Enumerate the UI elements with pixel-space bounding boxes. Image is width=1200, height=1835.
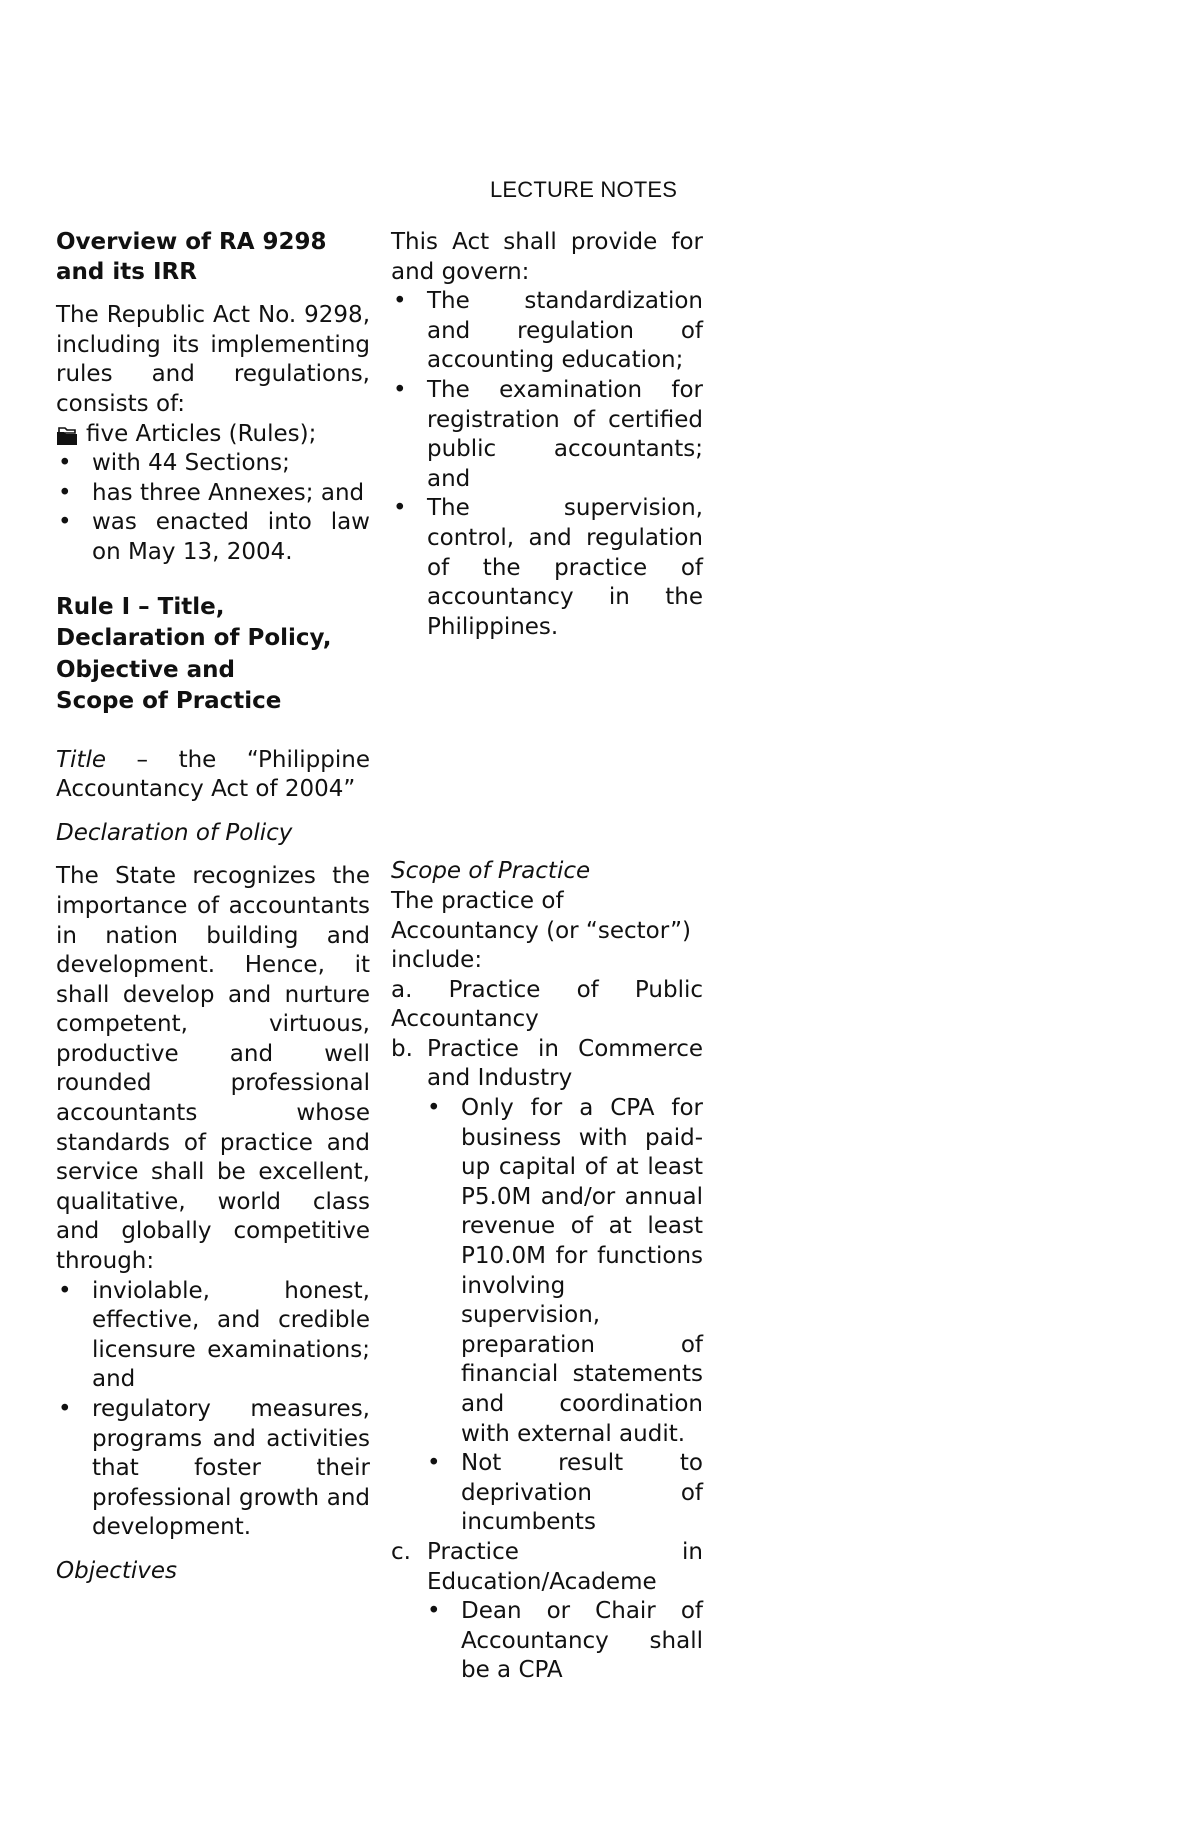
declaration-label: Declaration of Policy	[56, 819, 293, 846]
rule-heading: Rule I – Title, Declaration of Policy, Objective and Scope of Practice	[56, 593, 332, 715]
list-item: • Only for a CPA for business with paid-up capital of at least P5.0M and/or annual revenue of at least P10.0M for functions involving supervision, preparation of financial statements and coordination with external audit.	[427, 1095, 703, 1447]
declaration-text: The State recognizes the importance of accountants in nation building and development. Hence, it shall develop and nurture competent, virtuous, productive and well rounded professional accountants whose standards of practice and service shall be excellent, qualitative, world class and globally competitive through:	[56, 863, 370, 1275]
scope-item-b	[391, 1035, 703, 1094]
bullet-icon: •	[427, 1598, 441, 1625]
scope-list	[391, 976, 703, 1094]
bullet-icon: •	[393, 495, 407, 522]
bullet-icon: •	[58, 1277, 72, 1304]
bullet-icon: •	[58, 1396, 72, 1422]
overview-bullet-list	[56, 449, 370, 567]
list-item: • Not result to deprivation of incumbents	[427, 1450, 703, 1536]
right-column	[391, 228, 703, 1686]
scope-c-bullet-list	[426, 1597, 703, 1686]
title-text: – the “Philippine Accountancy Act of 2004”	[56, 746, 370, 803]
intro-text: This Act shall provide for and govern:	[391, 229, 703, 285]
overview-heading-line2: and its IRR	[56, 258, 197, 285]
overview-icon-item-text: five Articles (Rules);	[86, 420, 317, 447]
scope-item-a	[391, 976, 703, 1035]
declaration-bullet-list	[56, 1277, 370, 1543]
list-item: • with 44 Sections;	[56, 449, 370, 479]
bullet-icon: •	[393, 376, 407, 403]
scope-list-continued	[391, 1538, 703, 1597]
title-label: Title	[56, 746, 106, 773]
list-item: • was enacted into law on May 13, 2004.	[58, 509, 370, 565]
list-item: • The standardization and regulation of accounting education;	[393, 288, 703, 374]
overview-heading	[56, 228, 370, 287]
list-item: • inviolable, honest, effective, and credible licensure examinations; and	[58, 1277, 370, 1393]
list-item: • The supervision, control, and regulation of the practice of accountancy in the Philippines.	[393, 495, 703, 640]
overview-text: The Republic Act No. 9298, including its implementing rules and regulations, consists of:	[56, 302, 370, 417]
intro-bullet-list	[391, 287, 703, 642]
bullet-icon: •	[427, 1450, 441, 1477]
list-item: • Dean or Chair of Accountancy shall be a CPA	[427, 1598, 703, 1684]
title-paragraph	[56, 746, 370, 805]
bullet-icon: •	[58, 509, 72, 536]
scope-item-text: Practice in Education/Academe	[427, 1538, 703, 1595]
bullet-icon: •	[427, 1095, 441, 1122]
scope-item-c	[391, 1538, 703, 1597]
bullet-icon: •	[58, 450, 72, 477]
objectives-label: Objectives	[56, 1557, 178, 1584]
bullet-icon: •	[58, 479, 72, 506]
scope-item-marker: b.	[391, 1035, 413, 1062]
scope-text: The practice of Accountancy (or “sector”) include:	[391, 887, 692, 974]
list-item: • The examination for registration of certified public accountants; and	[393, 376, 703, 492]
scope-item-marker: c.	[391, 1538, 411, 1565]
list-item: • has three Annexes; and	[56, 479, 370, 509]
left-column	[56, 228, 370, 1587]
overview-heading-line1: Overview of RA 9298	[56, 229, 327, 255]
bullet-icon: •	[393, 288, 407, 315]
scope-item-text: Practice of Public Accountancy	[391, 976, 704, 1033]
overview-icon-item	[56, 420, 370, 450]
scope-item-marker: a.	[391, 976, 413, 1003]
list-item: • regulatory measures, programs and activities that foster their professional growth and development.	[58, 1396, 370, 1541]
scope-item-text: Practice in Commerce and Industry	[427, 1035, 703, 1092]
scope-label: Scope of Practice	[391, 858, 591, 885]
page-header: LECTURE NOTES	[490, 177, 678, 202]
scope-b-bullet-list	[426, 1094, 703, 1538]
